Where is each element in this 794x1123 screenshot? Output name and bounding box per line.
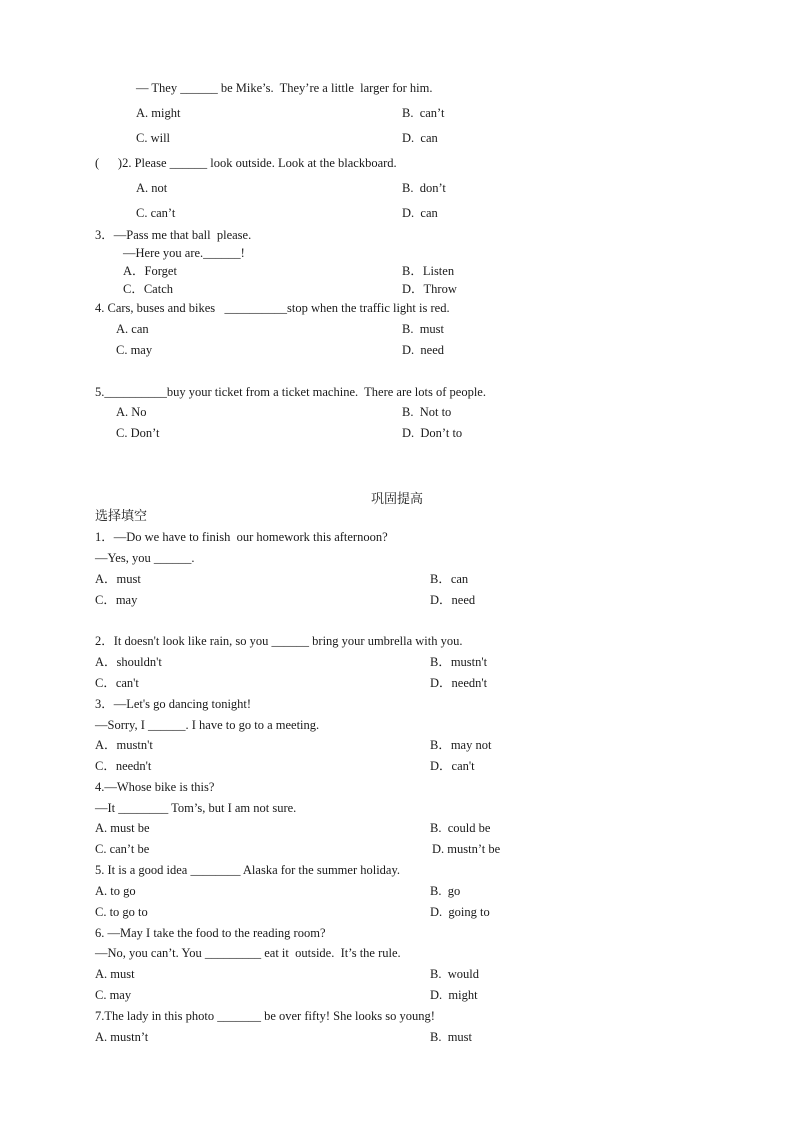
p1-q4-stem: 4. Cars, buses and bikes __________stop when the traffic light is red.: [95, 301, 450, 315]
section-heading: 选择填空: [95, 509, 148, 524]
p1-q1-stem: — They ______ be Mike’s. They’re a little larger for him.: [136, 81, 433, 95]
p2-q1-stem: 1．—Do we have to finish our homework this afternoon?: [95, 530, 388, 544]
p1-q3-option-b: B．Listen: [402, 264, 455, 278]
p1-q3-response: —Here you are.______!: [123, 246, 245, 260]
p2-q7-option-a: A. mustn’t: [95, 1030, 149, 1044]
p1-q5-option-d: D. Don’t to: [402, 426, 463, 440]
p2-q2-option-a: A．shouldn't: [95, 655, 162, 669]
p1-q4-option-b: B. must: [402, 322, 445, 336]
p1-q2-option-a: A. not: [136, 181, 168, 195]
p1-q4-option-d: D. need: [402, 343, 444, 357]
p2-q6-option-a: A. must: [95, 967, 135, 981]
p1-q2-option-b: B. don’t: [402, 181, 446, 195]
p1-q1-option-c: C. will: [136, 131, 171, 145]
p2-q2-option-b: B．mustn't: [430, 655, 488, 669]
p2-q3-option-a: A．mustn't: [95, 738, 153, 752]
p2-q5-stem: 5. It is a good idea ________ Alaska for the summer holiday.: [95, 863, 401, 877]
p2-q1-option-d: D．need: [430, 593, 476, 607]
p1-q5-option-b: B. Not to: [402, 405, 452, 419]
p2-q2-option-c: C．can't: [95, 676, 139, 690]
p2-q6-response: —No, you can’t. You _________ eat it outside. It’s the rule.: [95, 946, 401, 960]
p1-q3-stem: 3．—Pass me that ball please.: [95, 228, 252, 242]
p1-q1-option-a: A. might: [136, 106, 181, 120]
p2-q7-option-b: B. must: [430, 1030, 473, 1044]
p2-q4-option-c: C. can’t be: [95, 842, 150, 856]
p2-q4-option-b: B. could be: [430, 821, 491, 835]
p2-q2-option-d: D．needn't: [430, 676, 488, 690]
p1-q2-option-d: D. can: [402, 206, 438, 220]
p2-q4-response: —It ________ Tom’s, but I am not sure.: [95, 801, 297, 815]
p2-q6-stem: 6. —May I take the food to the reading room?: [95, 926, 326, 940]
p2-q5-option-d: D. going to: [430, 905, 490, 919]
p2-q1-response: —Yes, you ______.: [95, 551, 195, 565]
p1-q3-option-d: D．Throw: [402, 282, 457, 296]
p1-q2-stem: ( )2. Please ______ look outside. Look at the blackboard.: [95, 156, 397, 170]
p2-q6-option-d: D. might: [430, 988, 478, 1002]
p1-q4-option-a: A. can: [116, 322, 149, 336]
p1-q1-option-b: B. can’t: [402, 106, 445, 120]
p2-q6-option-c: C. may: [95, 988, 132, 1002]
p2-q3-option-c: C．needn't: [95, 759, 152, 773]
p2-q5-option-b: B. go: [430, 884, 461, 898]
p2-q1-option-b: B．can: [430, 572, 469, 586]
p1-q5-option-a: A. No: [116, 405, 147, 419]
p2-q3-option-b: B．may not: [430, 738, 492, 752]
p2-q4-stem: 4.—Whose bike is this?: [95, 780, 215, 794]
p2-q3-option-d: D．can't: [430, 759, 475, 773]
p1-q4-option-c: C. may: [116, 343, 153, 357]
p2-q7-stem: 7.The lady in this photo _______ be over fifty! She looks so young!: [95, 1009, 435, 1023]
p2-q4-option-a: A. must be: [95, 821, 150, 835]
p1-q2-option-c: C. can’t: [136, 206, 176, 220]
p2-q1-option-a: A．must: [95, 572, 141, 586]
p1-q3-option-c: C．Catch: [123, 282, 173, 296]
p1-q5-stem: 5.__________buy your ticket from a ticket machine. There are lots of people.: [95, 385, 486, 399]
p2-q3-response: —Sorry, I ______. I have to go to a meeting.: [95, 718, 320, 732]
p2-q3-stem: 3．—Let's go dancing tonight!: [95, 697, 252, 711]
p2-q1-option-c: C．may: [95, 593, 138, 607]
p2-q5-option-c: C. to go to: [95, 905, 148, 919]
p1-q5-option-c: C. Don’t: [116, 426, 160, 440]
p1-q3-option-a: A．Forget: [123, 264, 177, 278]
p2-q6-option-b: B. would: [430, 967, 479, 981]
p2-q5-option-a: A. to go: [95, 884, 136, 898]
p1-q1-option-d: D. can: [402, 131, 438, 145]
p2-q2-stem: 2．It doesn't look like rain, so you ______ bring your umbrella with you.: [95, 634, 463, 648]
section-title: 巩固提高: [370, 492, 423, 507]
p2-q4-option-d: D. mustn’t be: [432, 842, 501, 856]
